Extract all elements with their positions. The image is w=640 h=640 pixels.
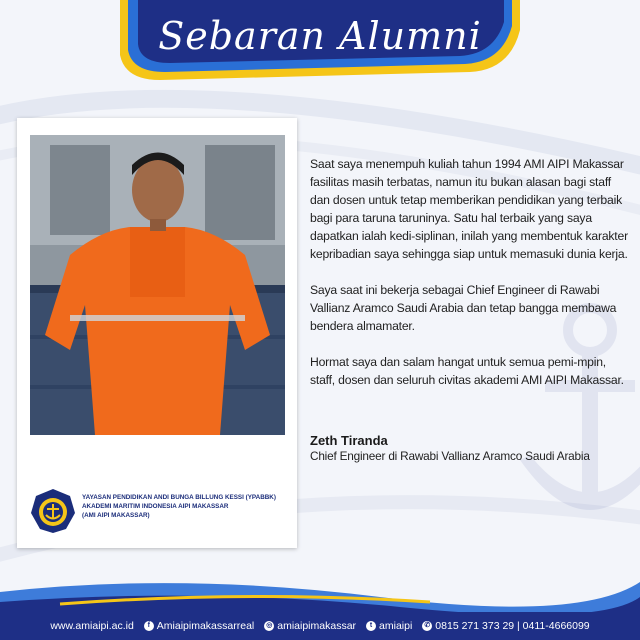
- institution-block: [30, 488, 290, 538]
- testimonial-paragraph: Hormat saya dan salam hangat untuk semua pemi-mpin, staff, dosen dan seluruh civitas akademi AMI AIPI Makassar.: [310, 355, 624, 387]
- institution-name: [82, 494, 292, 520]
- alumni-photo: [30, 135, 285, 435]
- institution-logo: [30, 488, 76, 534]
- phone-number[interactable]: 0815 271 373 29 | 0411-4666099: [435, 620, 590, 632]
- page-title: Sebaran Alumni: [158, 14, 482, 58]
- institution-line: AKADEMI MARITIM INDONESIA AIPI MAKASSAR: [82, 502, 229, 510]
- facebook-icon: f: [144, 621, 154, 631]
- footer-twitter[interactable]: [366, 620, 412, 632]
- institution-line: YAYASAN PENDIDIKAN ANDI BUNGA BILLUNG KESSI (YPABBK): [82, 494, 276, 501]
- author-name: Zeth Tiranda: [310, 433, 388, 448]
- testimonial-text: [310, 155, 632, 407]
- testimonial-paragraph: Saya saat ini bekerja sebagai Chief Engineer di Rawabi Vallianz Aramco Saudi Arabia dan tetap bangga membawa bendera almamater.: [310, 283, 617, 333]
- footer-website[interactable]: [50, 620, 133, 632]
- footer-contact-bar: [0, 612, 640, 640]
- testimonial-paragraph: Saat saya menempuh kuliah tahun 1994 AMI AIPI Makassar fasilitas masih terbatas, namun itu bukan alasan bagi staff dan dosen untuk tetap memberikan pendidikan yang terbaik bagi para taruna taruninya. Satu hal terbaik yang saya dapatkan ialah kedi-siplinan, inilah yang membentuk karakter kepribadian saya sehingga siap untuk memasuki dunia kerja.: [310, 157, 628, 261]
- twitter-link[interactable]: amiaipi: [379, 620, 413, 632]
- footer-facebook[interactable]: [144, 620, 254, 632]
- footer-instagram[interactable]: [264, 620, 356, 632]
- author-role: Chief Engineer di Rawabi Vallianz Aramco Saudi Arabia: [310, 449, 590, 463]
- photo-card: [17, 118, 297, 548]
- whatsapp-icon: ✆: [422, 621, 432, 631]
- website-link[interactable]: www.amiaipi.ac.id: [50, 620, 134, 632]
- twitter-icon: t: [366, 621, 376, 631]
- facebook-link[interactable]: Amiaipimakassarreal: [156, 620, 255, 632]
- institution-line: (AMI AIPI MAKASSAR): [82, 511, 150, 519]
- bottom-accent-wave: [0, 552, 640, 612]
- instagram-link[interactable]: amiaipimakassar: [277, 620, 357, 632]
- instagram-icon: ◎: [266, 622, 273, 629]
- header-banner: [120, 0, 520, 86]
- footer-phone[interactable]: [422, 620, 589, 632]
